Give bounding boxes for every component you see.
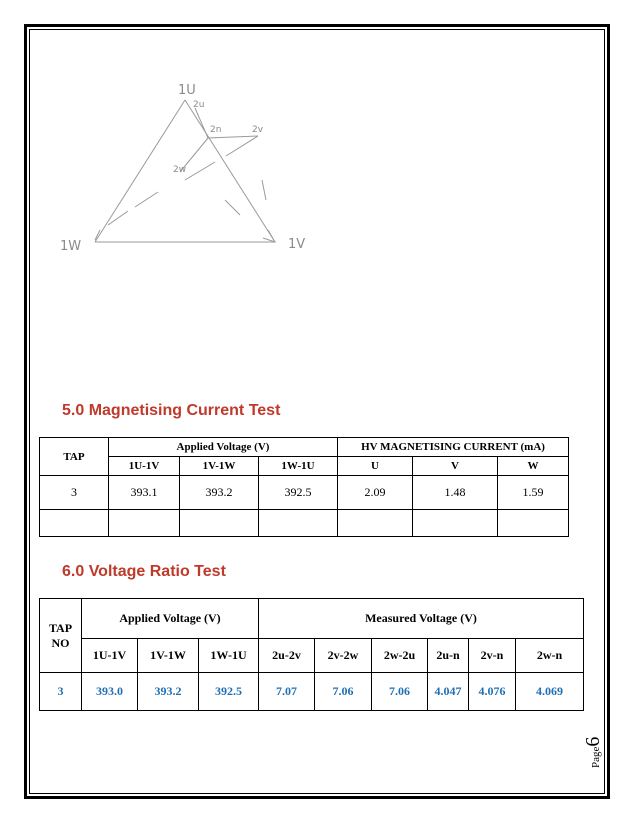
table-cell: 4.069: [516, 673, 584, 711]
winding-vector-diagram: [40, 70, 340, 270]
table-cell: 7.07: [259, 673, 315, 711]
voltage-ratio-table: [39, 598, 584, 711]
table-cell: [338, 510, 413, 537]
hv-magnetising-current-header: HV MAGNETISING CURRENT (mA): [338, 438, 569, 457]
applied-voltage-header: [82, 599, 259, 639]
table-cell: 393.1: [109, 476, 180, 510]
page-word: Page: [590, 746, 602, 768]
sub-header: 1U-1V: [82, 639, 138, 673]
measured-voltage-header: Measured Voltage (V): [259, 599, 584, 639]
section-6-heading: 6.0 Voltage Ratio Test: [62, 563, 226, 580]
table-cell: 1.48: [413, 476, 498, 510]
lv-line-2n-2u: [195, 108, 208, 138]
table-cell: 393.0: [82, 673, 138, 711]
sub-header: 2w-2u: [372, 639, 428, 673]
sub-header: 1U-1V: [109, 457, 180, 476]
sub-header: 2u-n: [428, 639, 469, 673]
hv-line-1u-1v: [185, 100, 275, 242]
table-cell: [259, 510, 338, 537]
lv-dash-4: [262, 180, 266, 200]
table-cell: 4.047: [428, 673, 469, 711]
label-2w: 2w: [173, 165, 187, 175]
table-cell: [109, 510, 180, 537]
lv-dash-2: [108, 211, 128, 225]
section-5-heading: 5.0 Magnetising Current Test: [62, 402, 281, 419]
lv-line-2n-2v: [208, 136, 258, 138]
table-cell: 393.2: [138, 673, 199, 711]
sub-header: 2u-2v: [259, 639, 315, 673]
tap-no-label: TAP NO: [48, 620, 73, 650]
table-cell: [498, 510, 569, 537]
table-row: [40, 476, 569, 510]
lv-line-2v-2w: [226, 136, 258, 156]
table-cell: 3: [40, 673, 82, 711]
sub-header: 1V-1W: [180, 457, 259, 476]
label-2v: 2v: [252, 125, 264, 135]
table-cell: 392.5: [199, 673, 259, 711]
page-number: 6: [582, 736, 604, 747]
lv-dash-1: [135, 192, 158, 207]
magnetising-current-table: [39, 437, 569, 537]
sub-header: 1W-1U: [199, 639, 259, 673]
table-cell: 4.076: [469, 673, 516, 711]
sub-header: 1W-1U: [259, 457, 338, 476]
table-cell: 1.59: [498, 476, 569, 510]
lv-dash-5: [225, 200, 240, 215]
label-2u: 2u: [193, 100, 205, 110]
table-row: [40, 673, 584, 711]
sub-header: V: [413, 457, 498, 476]
table-cell: 7.06: [315, 673, 372, 711]
page-number-label: [582, 722, 612, 772]
table-cell: [40, 510, 109, 537]
table-cell: 392.5: [259, 476, 338, 510]
table-cell: 7.06: [372, 673, 428, 711]
lv-line-2v-2w-2: [185, 162, 215, 180]
table-cell: 393.2: [180, 476, 259, 510]
label-2n: 2n: [210, 125, 222, 135]
table-cell: [180, 510, 259, 537]
table-row-empty: [40, 510, 569, 537]
applied-voltage-header: Applied Voltage (V): [109, 438, 338, 457]
tap-header: TAP: [40, 438, 109, 476]
sub-header: U: [338, 457, 413, 476]
label-1v: 1V: [288, 237, 306, 252]
sub-header: 2v-2w: [315, 639, 372, 673]
table-cell: 2.09: [338, 476, 413, 510]
applied-voltage-label: Applied Voltage (V): [119, 611, 221, 625]
hv-line-1u-1w: [95, 100, 185, 242]
sub-header: W: [498, 457, 569, 476]
label-1w: 1W: [60, 239, 82, 254]
label-1u: 1U: [178, 83, 196, 98]
table-cell: [413, 510, 498, 537]
sub-header: 1V-1W: [138, 639, 199, 673]
sub-header: 2w-n: [516, 639, 584, 673]
arrow-head-1v: [263, 230, 275, 242]
sub-header: 2v-n: [469, 639, 516, 673]
table-cell: 3: [40, 476, 109, 510]
tap-no-header: [40, 599, 82, 673]
